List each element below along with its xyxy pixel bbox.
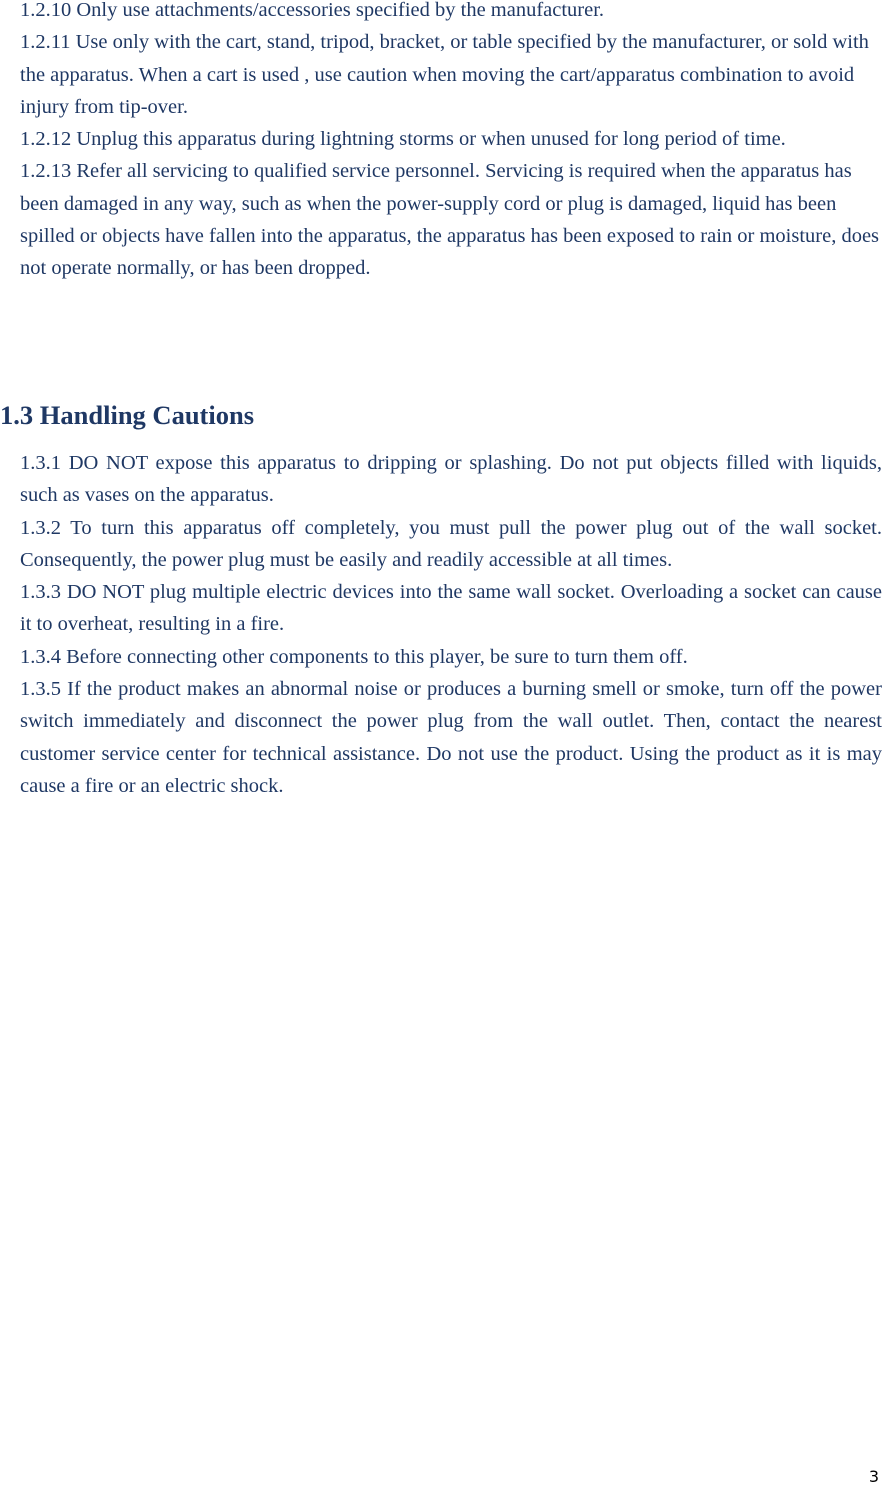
- item-1-3-1: 1.3.1 DO NOT expose this apparatus to dripping or splashing. Do not put objects filled with liquids, such as vases on the apparatus.: [20, 452, 882, 507]
- item-1-2-12: 1.2.12 Unplug this apparatus during lightning storms or when unused for long period of time.: [20, 128, 786, 151]
- page-number: 3: [868, 1467, 879, 1486]
- item-1-2-11: 1.2.11 Use only with the cart, stand, tripod, bracket, or table specified by the manufacturer, or sold with the apparatus. When a cart is used , use caution when moving the cart/apparatus combination to avoid injury from tip-over.: [20, 31, 869, 118]
- item-1-3-2: 1.3.2 To turn this apparatus off completely, you must pull the power plug out of the wall socket. Consequently, the power plug must be easily and readily accessible at all times.: [20, 516, 882, 571]
- section-1-2-list: [20, 0, 882, 285]
- item-1-3-5: 1.3.5 If the product makes an abnormal noise or produces a burning smell or smoke, turn off the power switch immediately and disconnect the power plug from the wall outlet. Then, contact the nearest customer service center for technical assistance. Do not use the product. Using the product as it is may cause a fire or an electric shock.: [20, 678, 882, 797]
- item-1-3-4: 1.3.4 Before connecting other components to this player, be sure to turn them off.: [20, 645, 688, 668]
- section-1-3-heading: 1.3 Handling Cautions: [0, 400, 255, 430]
- item-1-3-3: 1.3.3 DO NOT plug multiple electric devices into the same wall socket. Overloading a socket can cause it to overheat, resulting in a fire.: [20, 581, 882, 636]
- item-1-2-13: 1.2.13 Refer all servicing to qualified service personnel. Servicing is required when the apparatus has been damaged in any way, such as when the power-supply cord or plug is damaged, liquid has been spilled or objects have fallen into the apparatus, the apparatus has been exposed to rain or moisture, does not operate normally, or has been dropped.: [20, 160, 880, 280]
- item-1-2-10: 1.2.10 Only use attachments/accessories specified by the manufacturer.: [20, 0, 605, 21]
- section-1-3-list: [20, 447, 882, 802]
